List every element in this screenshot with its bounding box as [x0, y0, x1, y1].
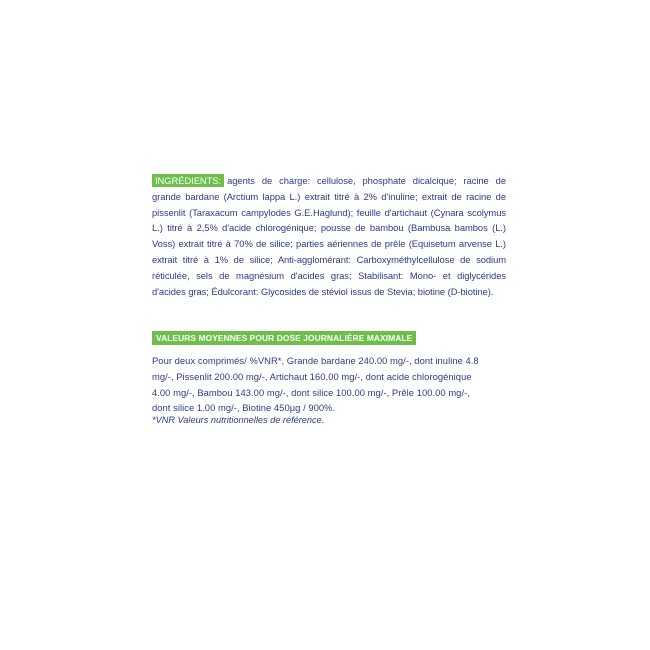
ingredients-text: agents de charge: cellulose, phosphate dicalcique; racine de grande bardane (Arctium lappa L.) extrait titré à 2% d'inuline; extrait de racine de pissenlit (Taraxacum campylodes G.E.Haglund); feuille d'artichaut (Cynara scolymus L.) titré à 2,5% d'acide chlorogénique; pousse de bambou (Bambusa bambos (L.) Voss) extrait titré à 70% de silice; parties aériennes de prêle (Equisetum arvense L.) extrait titré à 1% de silice; Anti-agglomérant: Carboxyméthylcellulose de sodium réticulée, sels de magnésium d'acides gras; Stabilisant: Mono- et diglycérides d'acides gras; Édulcorant: Glycosides de stéviol issus de Stevia; biotine (D-biotine). — [152, 175, 506, 297]
nutrition-line: Pour deux comprimés/ %VNR*, Grande bardane 240.00 mg/-, dont inuline 4.8 — [152, 355, 479, 366]
ingredients-label: INGRÉDIENTS: — [152, 174, 224, 187]
nutrition-line: mg/-, Pissenlit 200.00 mg/-, Artichaut 160.00 mg/-, dont acide chlorogénique — [152, 370, 472, 382]
nutrition-line: 4.00 mg/-, Bambou 143.00 mg/-, dont silice 100.00 mg/-, Prêle 100.00 mg/-, — [152, 386, 470, 398]
nutrition-values — [152, 353, 504, 416]
ingredients-paragraph — [152, 173, 506, 299]
nutrition-line: dont silice 1.00 mg/-, Biotine 450µg / 900%. — [152, 402, 336, 414]
nutrition-header: VALEURS MOYENNES POUR DOSE JOURNALIÈRE MAXIMALE — [152, 331, 416, 345]
vnr-footnote: *VNR Valeurs nutritionnelles de référence. — [152, 415, 325, 425]
